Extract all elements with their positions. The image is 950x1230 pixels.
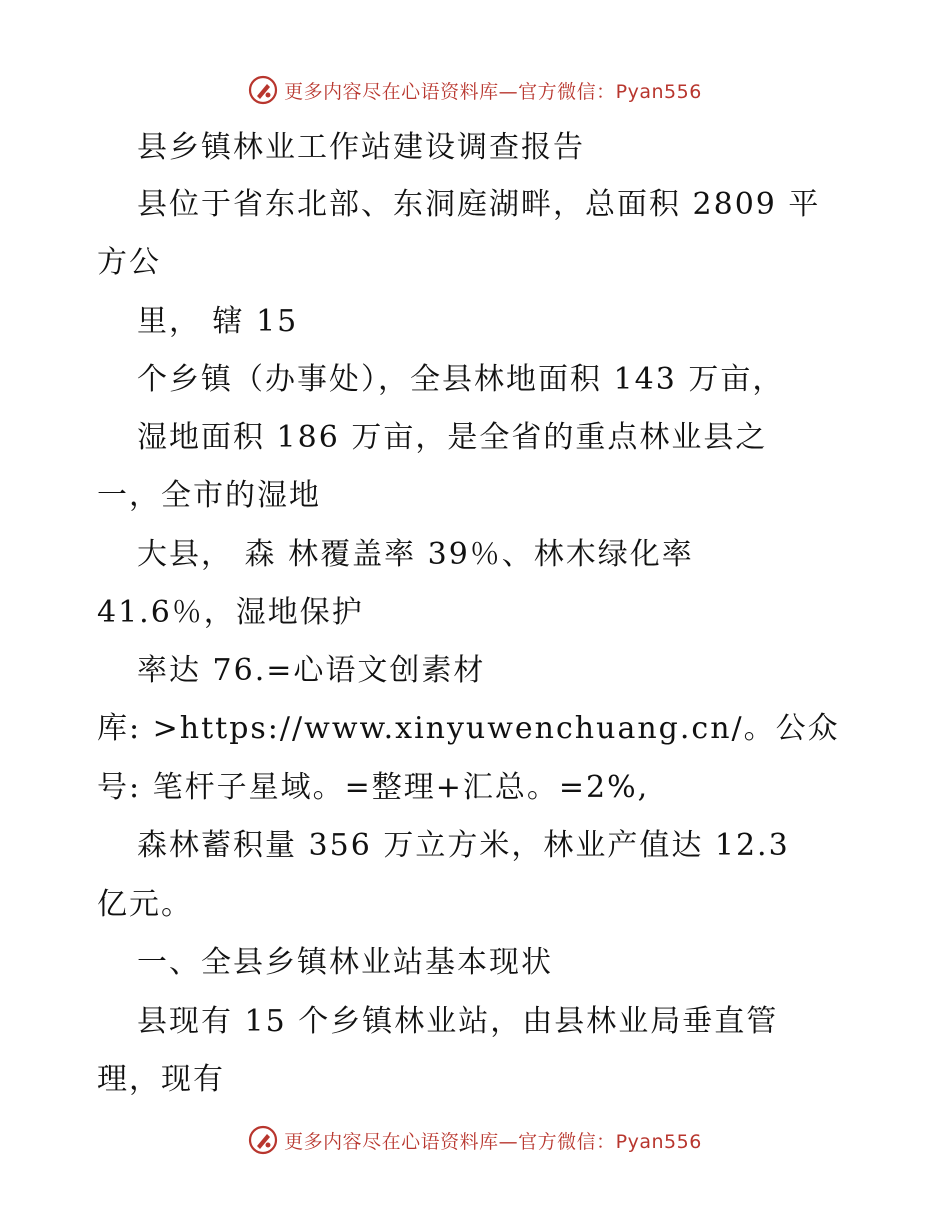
pen-seal-icon [248, 1125, 278, 1155]
paragraph-line: 森林蓄积量 356 万立方米，林业产值达 12.3 [137, 828, 790, 863]
paragraph-line: 亿元。 [97, 887, 193, 922]
paragraph-line: 方公 [97, 245, 161, 280]
paragraph-line: 号: 笔杆子星域。=整理+汇总。=2%, [97, 770, 650, 805]
paragraph-line: 41.6％，湿地保护 [97, 595, 364, 630]
paragraph-line: 一，全市的湿地 [97, 478, 321, 513]
footer-banner [0, 1120, 950, 1160]
paragraph-line: 个乡镇（办事处），全县林地面积 143 万亩， [137, 362, 785, 397]
paragraph-line: 里， 辖 15 [137, 304, 299, 339]
banner-text: 更多内容尽在心语资料库—官方微信：Pyan556 [284, 80, 702, 103]
document-title: 县乡镇林业工作站建设调查报告 [137, 130, 585, 165]
paragraph-line: 库: >https://www.xinyuwenchuang.cn/。公众 [97, 711, 840, 746]
paragraph-line: 县位于省东北部、东洞庭湖畔，总面积 2809 平 [137, 187, 821, 222]
banner-text: 更多内容尽在心语资料库—官方微信：Pyan556 [284, 1130, 702, 1153]
paragraph-line: 大县， 森 林覆盖率 39％、林木绿化率 [137, 537, 694, 572]
section-heading: 一、全县乡镇林业站基本现状 [137, 945, 553, 980]
paragraph-line: 湿地面积 186 万亩，是全省的重点林业县之 [137, 420, 768, 455]
paragraph-line: 县现有 15 个乡镇林业站，由县林业局垂直管 [137, 1004, 779, 1039]
paragraph-line: 率达 76.=心语文创素材 [137, 653, 486, 688]
paragraph-line: 理，现有 [97, 1062, 225, 1097]
